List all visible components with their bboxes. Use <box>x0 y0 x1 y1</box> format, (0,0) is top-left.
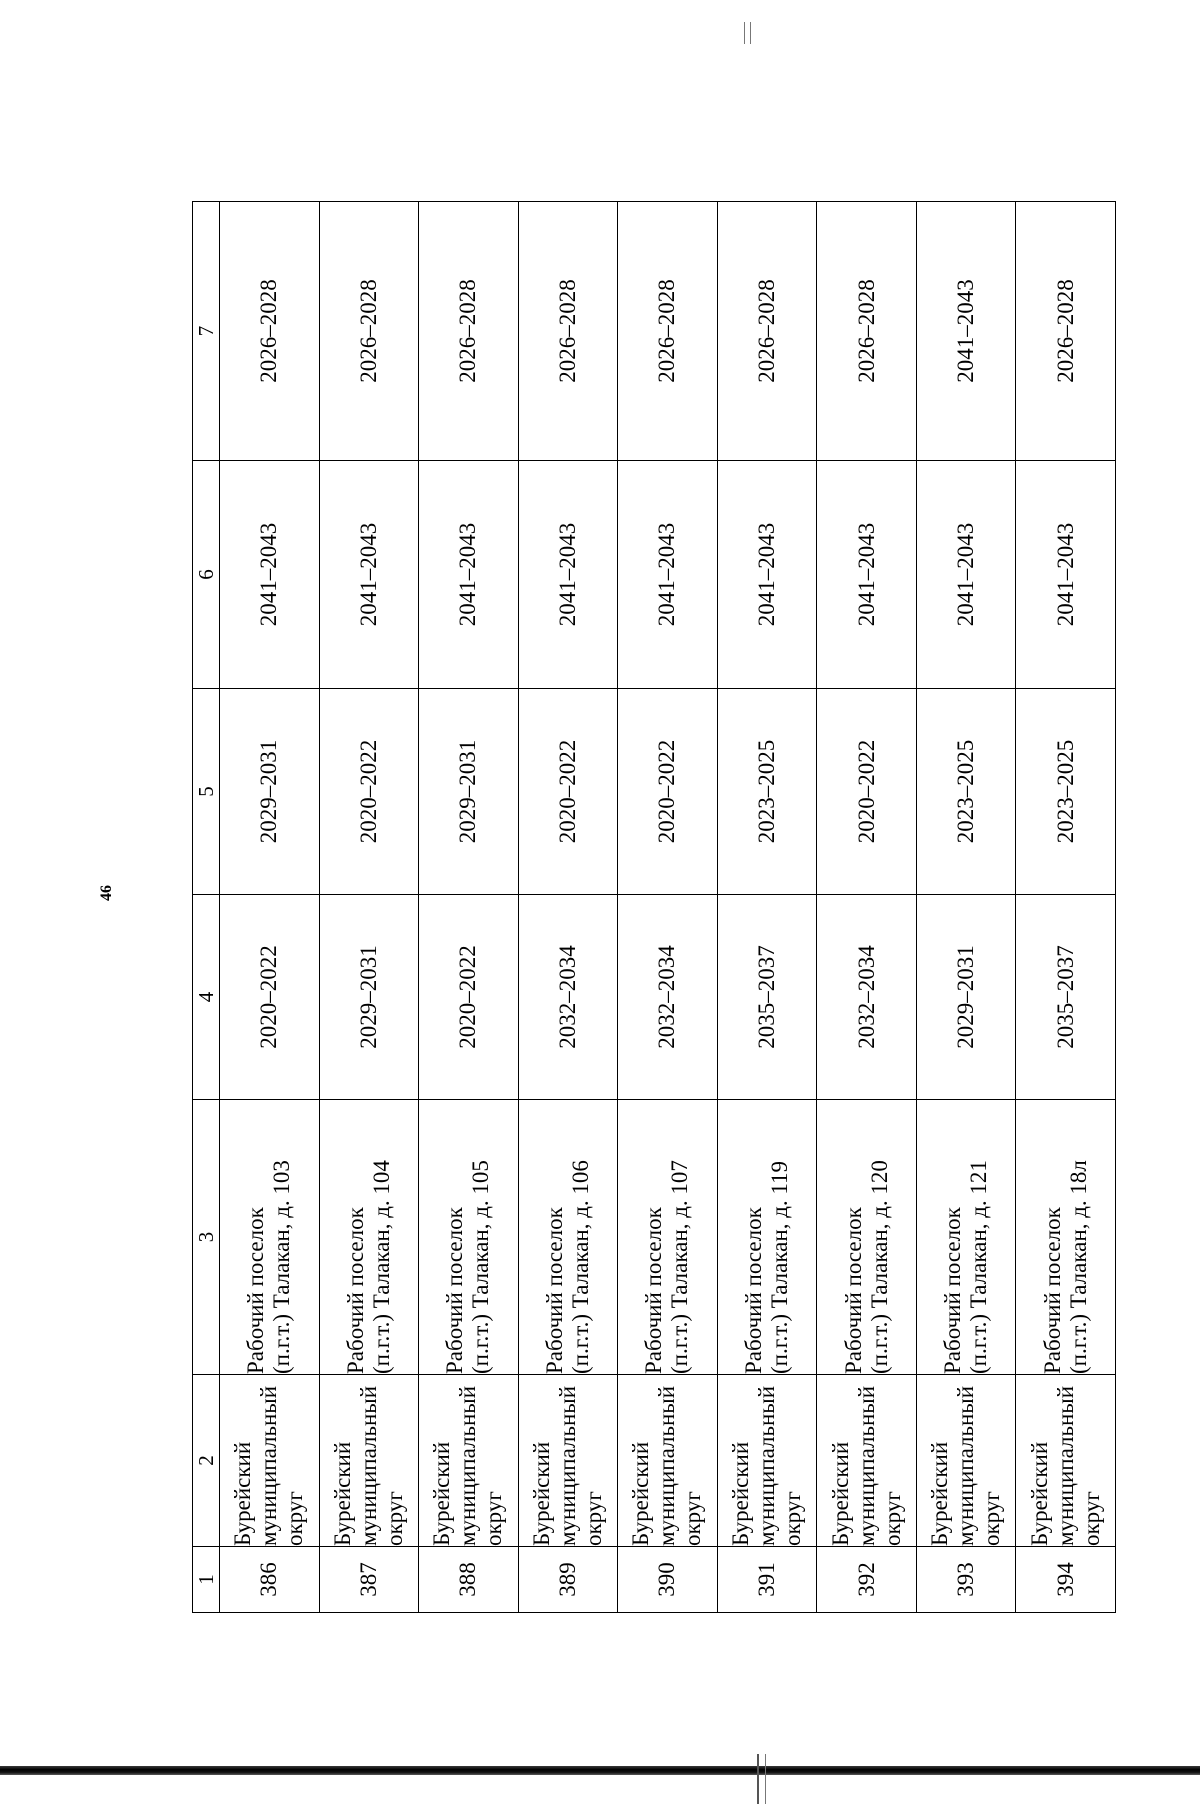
address-cell <box>618 1100 718 1375</box>
data-table <box>192 201 1116 1613</box>
row-number-cell: 394 <box>1016 1547 1116 1613</box>
district-cell-line: округ <box>282 1491 308 1546</box>
column-header: 6 <box>193 461 220 689</box>
district-cell <box>518 1375 618 1547</box>
address-cell <box>916 1100 1016 1375</box>
period-cell-5: 2029–2031 <box>220 689 320 895</box>
address-cell-line: Рабочий поселок <box>442 1207 468 1374</box>
table-container <box>192 202 1116 1613</box>
district-cell-line: муниципальный <box>853 1385 879 1546</box>
row-number-cell: 392 <box>817 1547 917 1613</box>
period-cell-5: 2020–2022 <box>319 689 419 895</box>
district-cell-line: муниципальный <box>953 1385 979 1546</box>
district-cell <box>319 1375 419 1547</box>
address-cell-line: Рабочий поселок <box>641 1207 667 1374</box>
period-cell-7: 2026–2028 <box>717 202 817 461</box>
address-cell-line: (п.г.т.) Талакан, д. 107 <box>667 1160 693 1374</box>
scan-artifact-bottom <box>757 1754 766 1804</box>
row-number-cell: 387 <box>319 1547 419 1613</box>
period-cell-7: 2026–2028 <box>1016 202 1116 461</box>
period-cell-5: 2029–2031 <box>419 689 519 895</box>
period-cell-6: 2041–2043 <box>419 461 519 689</box>
table-row <box>717 202 817 1613</box>
district-cell-line: Бурейский <box>628 1441 654 1546</box>
period-cell-5: 2020–2022 <box>618 689 718 895</box>
table-row <box>419 202 519 1613</box>
district-cell <box>817 1375 917 1547</box>
address-cell-line: (п.г.т.) Талакан, д. 104 <box>368 1160 394 1374</box>
header-row <box>193 202 220 1613</box>
period-cell-7: 2026–2028 <box>618 202 718 461</box>
district-cell <box>1016 1375 1116 1547</box>
period-cell-6: 2041–2043 <box>817 461 917 689</box>
table-row <box>618 202 718 1613</box>
district-cell-line: Бурейский <box>230 1441 256 1546</box>
district-cell-line: округ <box>1078 1491 1104 1546</box>
table-row <box>518 202 618 1613</box>
district-cell <box>419 1375 519 1547</box>
period-cell-6: 2041–2043 <box>220 461 320 689</box>
period-cell-6: 2041–2043 <box>916 461 1016 689</box>
scan-artifact-top <box>744 22 751 44</box>
period-cell-5: 2023–2025 <box>1016 689 1116 895</box>
address-cell-line: (п.г.т.) Талакан, д. 103 <box>269 1160 295 1374</box>
table-row <box>319 202 419 1613</box>
district-cell-line: Бурейский <box>1026 1441 1052 1546</box>
period-cell-4: 2032–2034 <box>817 895 917 1100</box>
table-row <box>1016 202 1116 1613</box>
district-cell-line: округ <box>580 1491 606 1546</box>
period-cell-6: 2041–2043 <box>518 461 618 689</box>
row-number-cell: 389 <box>518 1547 618 1613</box>
district-cell <box>618 1375 718 1547</box>
row-number-cell: 388 <box>419 1547 519 1613</box>
period-cell-7: 2026–2028 <box>817 202 917 461</box>
district-cell-line: Бурейский <box>728 1441 753 1546</box>
row-number-cell: 390 <box>618 1547 718 1613</box>
period-cell-4: 2020–2022 <box>419 895 519 1100</box>
district-cell <box>916 1375 1016 1547</box>
column-header: 4 <box>193 895 220 1100</box>
row-number-cell: 386 <box>220 1547 320 1613</box>
district-cell <box>717 1375 817 1547</box>
address-cell <box>319 1100 419 1375</box>
period-cell-5: 2023–2025 <box>916 689 1016 895</box>
row-number-cell: 393 <box>916 1547 1016 1613</box>
table-row <box>220 202 320 1613</box>
period-cell-7: 2026–2028 <box>220 202 320 461</box>
district-cell-line: округ <box>780 1491 805 1546</box>
district-cell-line: Бурейский <box>927 1441 953 1546</box>
address-cell-line: (п.г.т.) Талакан, д. 18л <box>1065 1160 1091 1374</box>
column-header: 5 <box>193 689 220 895</box>
district-cell-line: Бурейский <box>827 1441 853 1546</box>
table-row <box>817 202 917 1613</box>
period-cell-4: 2035–2037 <box>717 895 817 1100</box>
district-cell-line: муниципальный <box>1052 1385 1078 1546</box>
address-cell-line: Рабочий поселок <box>940 1207 966 1374</box>
period-cell-4: 2032–2034 <box>518 895 618 1100</box>
period-cell-4: 2032–2034 <box>618 895 718 1100</box>
address-cell <box>817 1100 917 1375</box>
period-cell-4: 2029–2031 <box>319 895 419 1100</box>
period-cell-4: 2035–2037 <box>1016 895 1116 1100</box>
district-cell-line: муниципальный <box>654 1385 680 1546</box>
address-cell-line: Рабочий поселок <box>541 1207 567 1374</box>
district-cell-line: Бурейский <box>528 1441 554 1546</box>
page-number: 46 <box>98 885 115 901</box>
address-cell <box>717 1100 817 1375</box>
address-cell-line: (п.г.т.) Талакан, д. 105 <box>468 1160 494 1374</box>
period-cell-6: 2041–2043 <box>618 461 718 689</box>
district-cell-line: Бурейский <box>329 1441 355 1546</box>
period-cell-4: 2020–2022 <box>220 895 320 1100</box>
period-cell-6: 2041–2043 <box>717 461 817 689</box>
period-cell-5: 2023–2025 <box>717 689 817 895</box>
district-cell-line: округ <box>481 1491 507 1546</box>
column-header: 2 <box>193 1375 220 1547</box>
period-cell-5: 2020–2022 <box>817 689 917 895</box>
address-cell-line: (п.г.т.) Талакан, д. 120 <box>866 1160 892 1374</box>
period-cell-5: 2020–2022 <box>518 689 618 895</box>
table-row <box>916 202 1016 1613</box>
column-header: 1 <box>193 1547 220 1613</box>
district-cell-line: округ <box>879 1491 905 1546</box>
address-cell-line: Рабочий поселок <box>342 1207 368 1374</box>
district-cell-line: муниципальный <box>455 1385 481 1546</box>
address-cell-line: Рабочий поселок <box>741 1207 766 1374</box>
address-cell-line: Рабочий поселок <box>840 1207 866 1374</box>
address-cell-line: (п.г.т.) Талакан, д. 119 <box>767 1160 792 1374</box>
period-cell-7: 2041–2043 <box>916 202 1016 461</box>
district-cell-line: муниципальный <box>355 1385 381 1546</box>
period-cell-7: 2026–2028 <box>419 202 519 461</box>
district-cell-line: округ <box>979 1491 1005 1546</box>
address-cell <box>220 1100 320 1375</box>
district-cell-line: округ <box>381 1491 407 1546</box>
scan-edge-bar <box>0 1766 1200 1775</box>
district-cell-line: муниципальный <box>754 1385 779 1546</box>
district-cell-line: округ <box>680 1491 706 1546</box>
district-cell-line: Бурейский <box>429 1441 455 1546</box>
column-header: 7 <box>193 202 220 461</box>
period-cell-6: 2041–2043 <box>1016 461 1116 689</box>
period-cell-7: 2026–2028 <box>518 202 618 461</box>
period-cell-4: 2029–2031 <box>916 895 1016 1100</box>
address-cell <box>419 1100 519 1375</box>
column-header: 3 <box>193 1100 220 1375</box>
district-cell-line: муниципальный <box>256 1385 282 1546</box>
row-number-cell: 391 <box>717 1547 817 1613</box>
address-cell-line: (п.г.т.) Талакан, д. 121 <box>966 1160 992 1374</box>
address-cell-line: Рабочий поселок <box>1039 1207 1065 1374</box>
district-cell-line: муниципальный <box>554 1385 580 1546</box>
address-cell <box>1016 1100 1116 1375</box>
district-cell <box>220 1375 320 1547</box>
address-cell <box>518 1100 618 1375</box>
period-cell-6: 2041–2043 <box>319 461 419 689</box>
address-cell-line: (п.г.т.) Талакан, д. 106 <box>567 1160 593 1374</box>
period-cell-7: 2026–2028 <box>319 202 419 461</box>
address-cell-line: Рабочий поселок <box>243 1207 269 1374</box>
